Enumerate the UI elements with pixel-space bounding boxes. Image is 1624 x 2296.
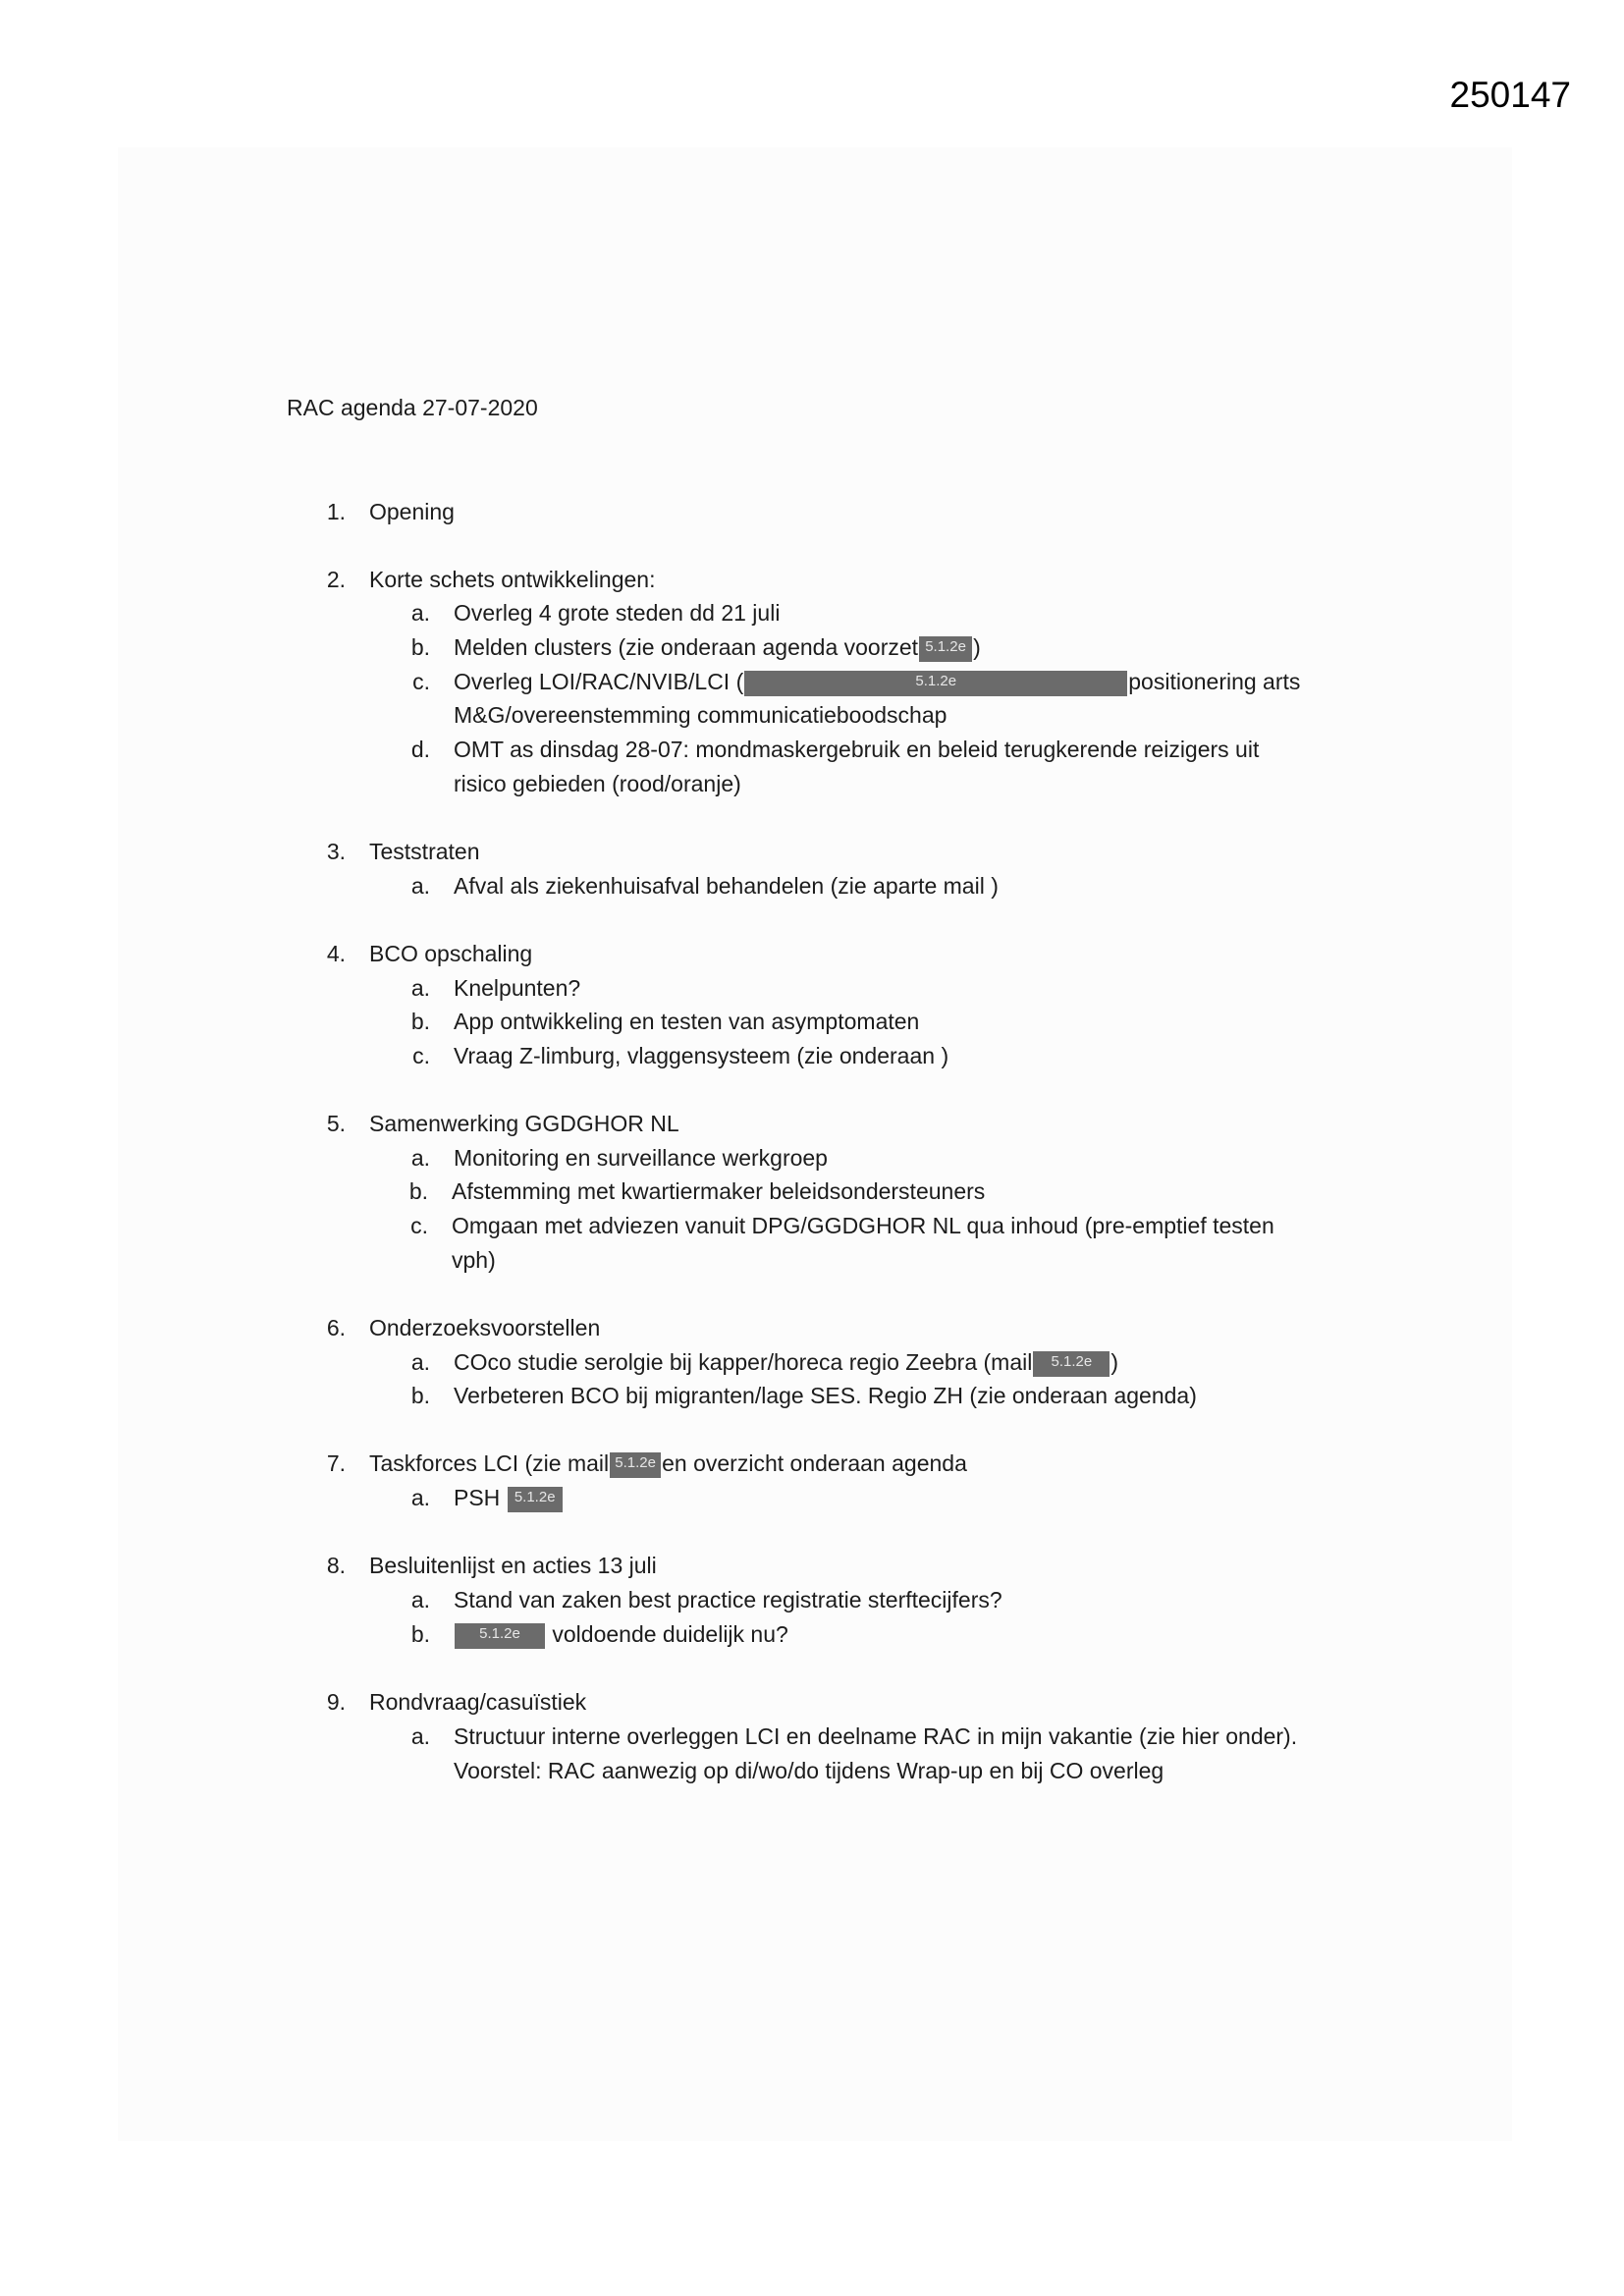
- sub-letter: b.: [410, 634, 430, 660]
- sub-letter: a.: [410, 975, 430, 1001]
- item-label: Onderzoeksvoorstellen: [369, 1315, 601, 1340]
- item-label-before: Taskforces LCI (zie mail: [369, 1450, 610, 1476]
- sub-text: Afval als ziekenhuisafval behandelen (zie aparte mail ): [454, 873, 999, 899]
- sub-text-after: ): [1110, 1349, 1119, 1375]
- item-label: BCO opschaling: [369, 941, 533, 966]
- sub-text: Overleg 4 grote steden dd 21 juli: [454, 600, 781, 626]
- sub-text: Verbeteren BCO bij migranten/lage SES. Regio ZH (zie onderaan agenda): [454, 1383, 1197, 1408]
- redaction-box: 5.1.2e: [744, 671, 1127, 696]
- sub-letter: d.: [410, 737, 430, 762]
- item-number: 4.: [326, 941, 346, 966]
- item-number: 8.: [326, 1553, 346, 1578]
- sub-text: OMT as dinsdag 28-07: mondmaskergebruik en beleid terugkerende reizigers uit: [454, 737, 1260, 762]
- item-number: 2.: [326, 567, 346, 592]
- item-label: Samenwerking GGDGHOR NL: [369, 1111, 679, 1136]
- item-number: 9.: [326, 1689, 346, 1715]
- sub-letter: c.: [412, 1043, 430, 1068]
- redaction-box: 5.1.2e: [919, 636, 972, 662]
- sub-text: [454, 1347, 1118, 1377]
- sub-letter: a.: [410, 873, 430, 899]
- sub-text: Omgaan met adviezen vanuit DPG/GGDGHOR NL qua inhoud (pre-emptief testen: [452, 1213, 1274, 1238]
- item-number: 6.: [326, 1315, 346, 1340]
- sub-text: Monitoring en surveillance werkgroep: [454, 1145, 828, 1171]
- item-label: Korte schets ontwikkelingen:: [369, 567, 656, 592]
- sub-text-line2: vph): [452, 1247, 496, 1273]
- sub-letter: b.: [408, 1178, 428, 1204]
- item-number: 3.: [326, 839, 346, 864]
- sub-text-line2: risico gebieden (rood/oranje): [454, 771, 741, 796]
- sub-letter: a.: [410, 1349, 430, 1375]
- item-label: [369, 1449, 967, 1478]
- sub-letter: b.: [410, 1383, 430, 1408]
- sub-text: Vraag Z-limburg, vlaggensysteem (zie onderaan ): [454, 1043, 949, 1068]
- sub-letter: a.: [410, 1587, 430, 1613]
- sub-letter: c.: [410, 1213, 428, 1238]
- redaction-box: 5.1.2e: [508, 1487, 563, 1512]
- sub-text-after: voldoende duidelijk nu?: [552, 1621, 788, 1647]
- sub-text-before: Melden clusters (zie onderaan agenda voorzet: [454, 634, 919, 660]
- sub-letter: a.: [410, 1145, 430, 1171]
- sub-text: [454, 632, 981, 662]
- page-number: 250147: [1449, 75, 1571, 115]
- sub-letter: b.: [410, 1009, 430, 1034]
- redaction-box: 5.1.2e: [455, 1623, 545, 1649]
- sub-letter: a.: [410, 1485, 430, 1510]
- sub-text: Knelpunten?: [454, 975, 581, 1001]
- sub-text-after: ): [973, 634, 981, 660]
- item-label: Besluitenlijst en acties 13 juli: [369, 1553, 657, 1578]
- sub-letter: a.: [410, 1723, 430, 1749]
- sub-letter: a.: [410, 600, 430, 626]
- sub-text-line2: M&G/overeenstemming communicatieboodschap: [454, 702, 947, 728]
- sub-text-before: Overleg LOI/RAC/NVIB/LCI (: [454, 669, 744, 694]
- sub-letter: b.: [410, 1621, 430, 1647]
- redaction-box: 5.1.2e: [1033, 1351, 1110, 1377]
- document-title: RAC agenda 27-07-2020: [287, 395, 538, 420]
- sub-text-line2: Voorstel: RAC aanwezig op di/wo/do tijdens Wrap-up en bij CO overleg: [454, 1758, 1164, 1783]
- sub-text-after: positionering arts: [1128, 669, 1301, 694]
- item-number: 1.: [326, 499, 346, 524]
- item-label-after: en overzicht onderaan agenda: [662, 1450, 967, 1476]
- sub-text-before: COco studie serolgie bij kapper/horeca regio Zeebra (mail: [454, 1349, 1033, 1375]
- item-label: Opening: [369, 499, 455, 524]
- item-label: Teststraten: [369, 839, 480, 864]
- sub-text: [454, 667, 1300, 696]
- sub-text: Structuur interne overleggen LCI en deelname RAC in mijn vakantie (zie hier onder).: [454, 1723, 1298, 1749]
- item-number: 7.: [326, 1450, 346, 1476]
- item-label: Rondvraag/casuïstiek: [369, 1689, 587, 1715]
- sub-text: [454, 1619, 788, 1649]
- item-number: 5.: [326, 1111, 346, 1136]
- sub-text: [454, 1483, 564, 1512]
- redaction-box: 5.1.2e: [610, 1452, 661, 1478]
- sub-text: Afstemming met kwartiermaker beleidsondersteuners: [452, 1178, 986, 1204]
- sub-letter: c.: [412, 669, 430, 694]
- sub-text-before: PSH: [454, 1485, 501, 1510]
- sub-text: App ontwikkeling en testen van asymptomaten: [454, 1009, 920, 1034]
- sub-text: Stand van zaken best practice registratie sterftecijfers?: [454, 1587, 1002, 1613]
